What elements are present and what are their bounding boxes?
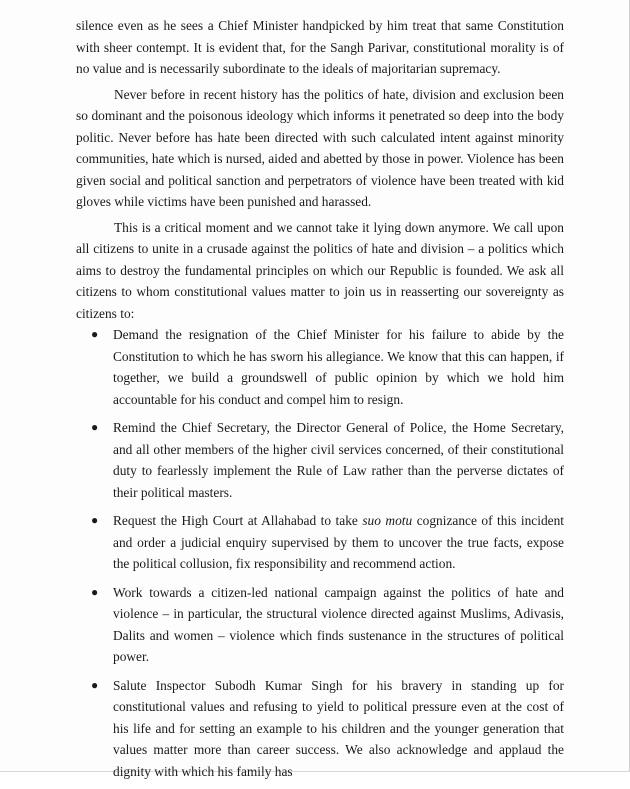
list-item-text: Salute Inspector Subodh Kumar Singh for his bravery in standing up for constitutional values and refusing to yield to political pressure even at the cost of his life and for setting an example to his children and the younger generation that values matter more than career success. We also acknowledge and applaud the dignity with which his family has — [113, 677, 564, 779]
list-item-text: Work towards a citizen-led national campaign against the politics of hate and violence – in particular, the structural violence directed against Muslims, Adivasis, Dalits and women – violence which finds sustenance in the structures of political power. — [113, 584, 564, 664]
list-item-text-end: cognizance of this incident and order a judicial enquiry supervised by them to uncover the true facts, expose the political collusion, fix responsibility and recommend action. — [113, 513, 565, 571]
bullet-icon: ● — [91, 677, 99, 692]
demands-list — [76, 324, 564, 782]
list-item-text — [113, 513, 564, 571]
list-item-text: Remind the Chief Secretary, the Director General of Police, the Home Secretary, and all other members of the higher civil services concerned, of their constitutional duty to fearlessly implement the Rule of Law rather than the perverse dictates of their political masters. — [113, 420, 564, 500]
list-item-request-high-court — [76, 510, 564, 575]
bullet-icon: ● — [91, 513, 99, 527]
list-item-demand-resignation — [76, 324, 564, 410]
list-item-text-start: Request the High Court at Allahabad to take — [113, 513, 363, 528]
list-item-remind-officials — [76, 417, 564, 503]
bullet-icon: ● — [91, 420, 99, 434]
list-item-text: Demand the resignation of the Chief Minister for his failure to abide by the Constitution to which he has sworn his allegiance. We know that this can happen, if together, we build a groundswell of public opinion by which we hold him accountable for his conduct and compel him to resign. — [113, 327, 564, 407]
bullet-icon: ● — [91, 327, 99, 341]
list-item-national-campaign — [76, 582, 564, 668]
document-body — [76, 15, 564, 789]
italic-term: suo motu — [362, 513, 413, 528]
list-item-salute-inspector — [76, 675, 564, 783]
paragraph-constitutional-morality: silence even as he sees a Chief Minister handpicked by him treat that same Constitution with sheer contempt. It is evident that, for the Sangh Parivar, constitutional morality is of no value and is necessarily subordinate to the ideals of majoritarian supremacy. — [76, 18, 564, 76]
bullet-icon: ● — [91, 584, 99, 599]
paragraph-call-to-citizens: This is a critical moment and we cannot take it lying down anymore. We call upon all citizens to unite in a crusade against the politics of hate and division – a politics which aims to destroy the fundamental principles on which our Republic is founded. We ask all citizens to whom constitutional values matter to join us in reasserting our sovereignty as citizens to: — [76, 219, 564, 321]
paragraph-politics-of-hate: Never before in recent history has the politics of hate, division and exclusion been so dominant and the poisonous ideology which informs it penetrated so deep into the body politic. Never before has hate been directed with such calculated intent against minority communities, hate which is nursed, aided and abetted by those in power. Violence has been given social and political sanction and perpetrators of violence have been treated with kid gloves while victims have been punished and harassed. — [76, 86, 564, 209]
